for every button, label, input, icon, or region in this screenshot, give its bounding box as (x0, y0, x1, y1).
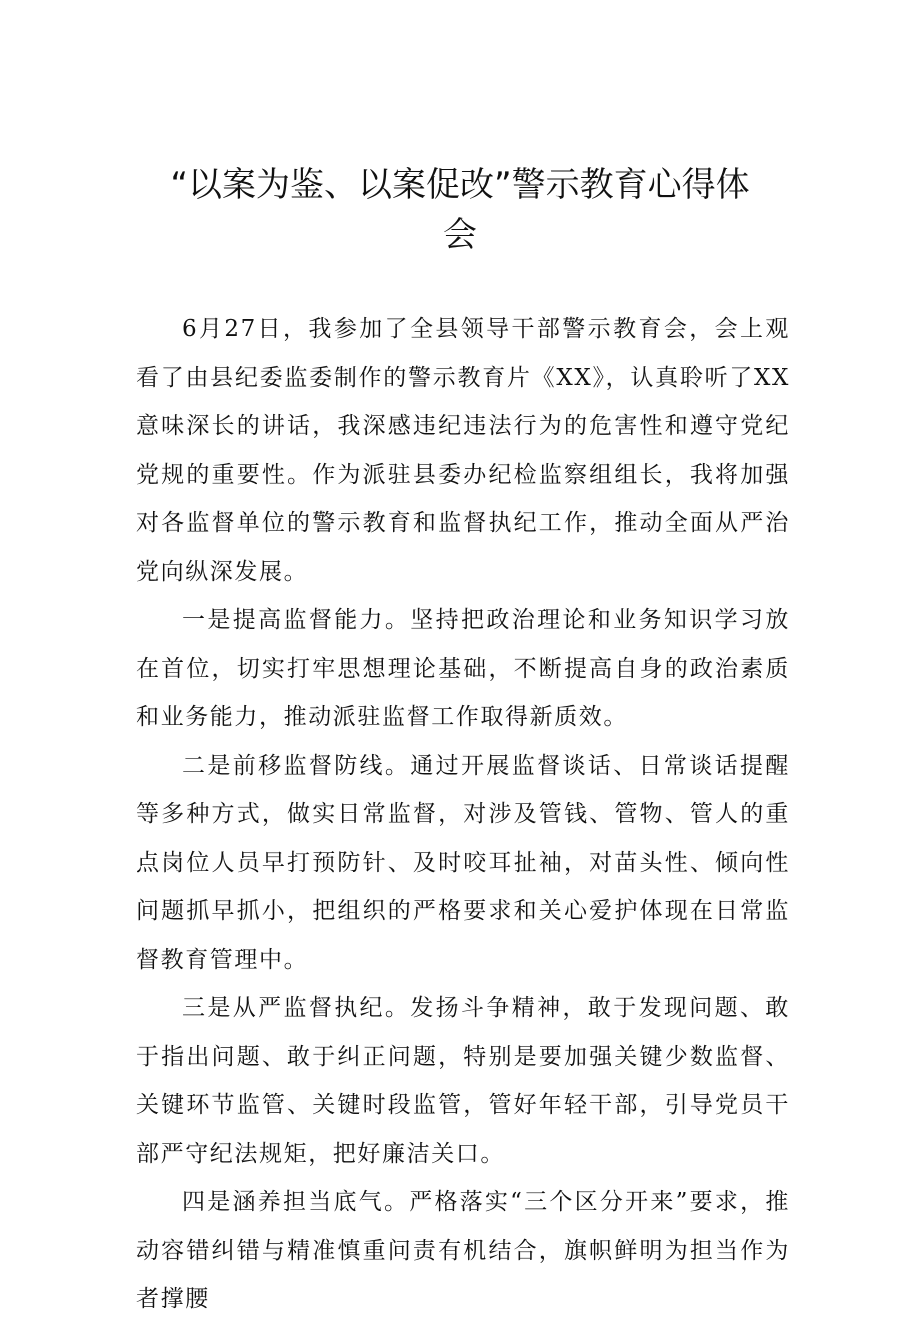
document-body (136, 305, 790, 1324)
paragraph-intro: 6月27日，我参加了全县领导干部警示教育会，会上观看了由县纪委监委制作的警示教育片《XX》，认真聆听了XX意味深长的讲话，我深感违纪违法行为的危害性和遵守党纪党规的重要性。作为派驻县委办纪检监察组组长，我将加强对各监督单位的警示教育和监督执纪工作，推动全面从严治党向纵深发展。 (136, 316, 790, 585)
paragraph-point-4: 四是涵养担当底气。严格落实“三个区分开来”要求，推动容错纠错与精准慎重问责有机结合，旗帜鲜明为担当作为者撑腰 (136, 1189, 790, 1312)
paragraph-point-2: 二是前移监督防线。通过开展监督谈话、日常谈话提醒等多种方式，做实日常监督，对涉及管钱、管物、管人的重点岗位人员早打预防针、及时咬耳扯袖，对苗头性、倾向性问题抓早抓小，把组织的严格要求和关心爱护体现在日常监督教育管理中。 (136, 752, 790, 973)
document-title: “以案为鉴、以案促改”警示教育心得体会 (170, 165, 750, 255)
paragraph-point-1: 一是提高监督能力。坚持把政治理论和业务知识学习放在首位，切实打牢思想理论基础，不断提高自身的政治素质和业务能力，推动派驻监督工作取得新质效。 (136, 607, 790, 730)
paragraph-point-3: 三是从严监督执纪。发扬斗争精神，敢于发现问题、敢于指出问题、敢于纠正问题，特别是要加强关键少数监督、关键环节监管、关键时段监管，管好年轻干部，引导党员干部严守纪法规矩，把好廉洁关口。 (136, 995, 790, 1167)
